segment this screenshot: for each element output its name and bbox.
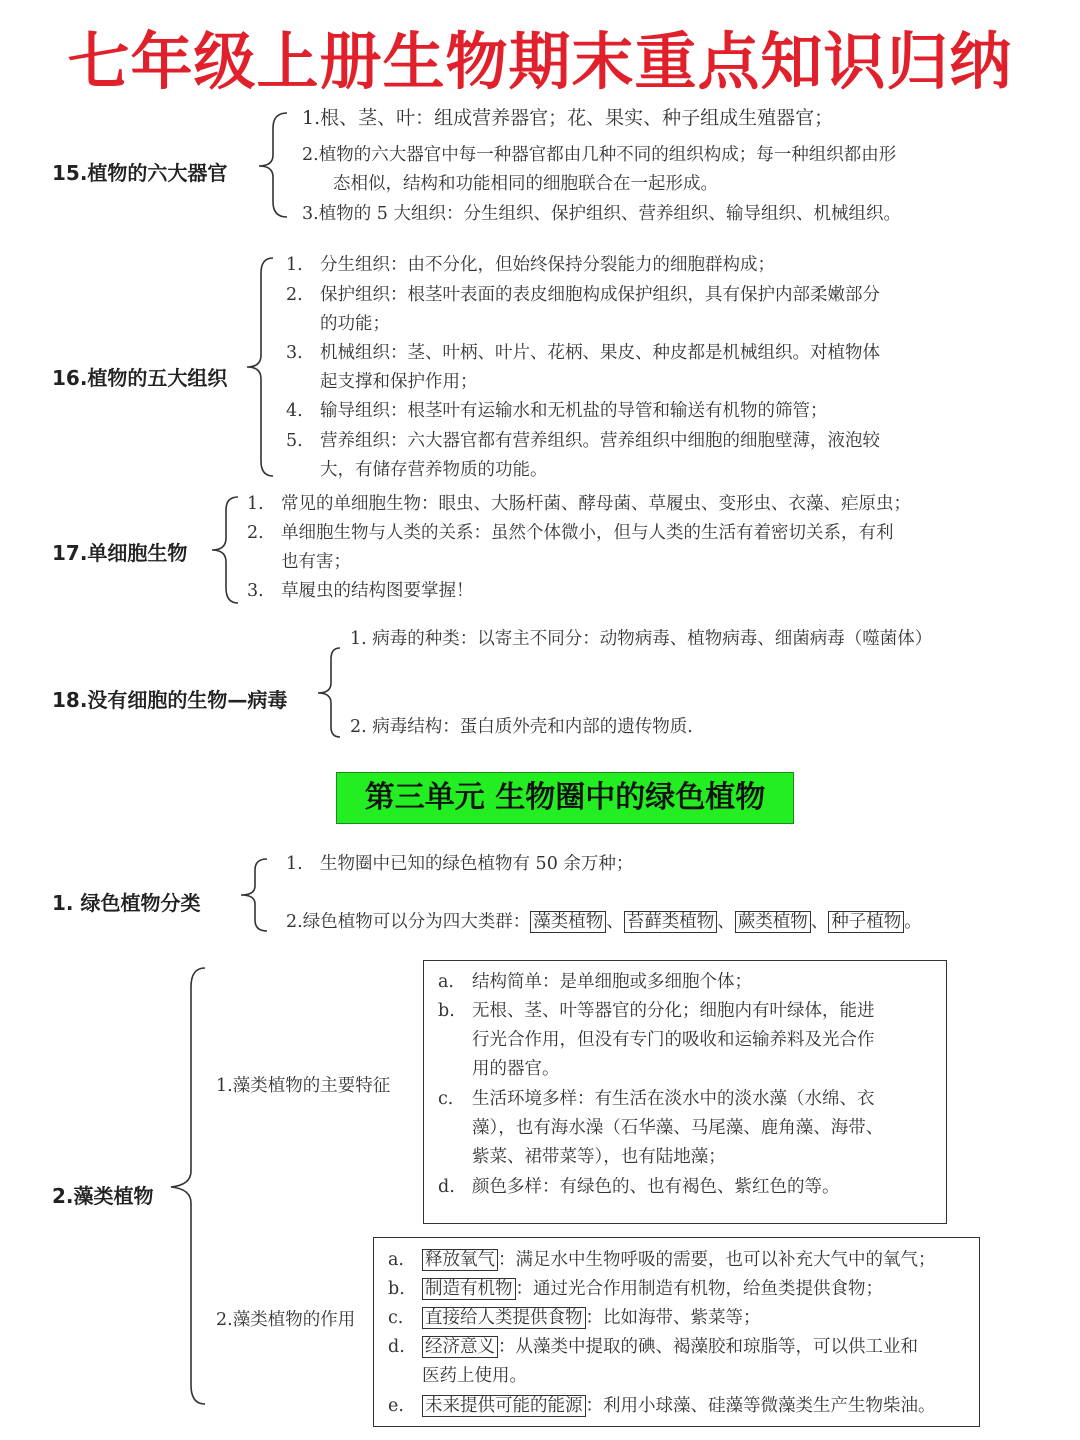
section-16-item-2: 2. 保护组织：根茎叶表面的表皮细胞构成保护组织，具有保护内部柔嫩部分: [286, 285, 880, 305]
category-moss: 苔藓类植物: [624, 911, 718, 933]
section-17-item-2: 2. 单细胞生物与人类的关系：虽然个体微小，但与人类的生活有着密切关系，有利: [247, 523, 894, 543]
page-title: 七年级上册生物期末重点知识归纳: [67, 25, 1013, 98]
unit-2-label: 2.藻类植物: [52, 1184, 154, 1208]
section-16-item-3: 3. 机械组织：茎、叶柄、叶片、花柄、果皮、种皮都是机械组织。对植物体: [286, 343, 880, 363]
feature-b-3: 用的器官。: [472, 1059, 560, 1079]
section-15-line-1: 1.根、茎、叶：组成营养器官；花、果实、种子组成生殖器官；: [302, 107, 834, 129]
role-a: a. 释放氧气 ：满足水中生物呼吸的需要，也可以补充大气中的氧气；: [388, 1250, 936, 1270]
section-17-label: 17.单细胞生物: [52, 541, 188, 565]
section-15-brace: [255, 110, 295, 220]
role-e: e. 未来提供可能的能源 ：利用小球藻、硅藻等微藻类生产生物柴油。: [388, 1396, 936, 1416]
algae-role-label: 2.藻类植物的作用: [216, 1310, 356, 1330]
section-16-item-5b: 大，有储存营养物质的功能。: [320, 460, 548, 480]
role-d: d. 经济意义 ：从藻类中提取的碘、褐藻胶和琼脂等，可以供工业和: [388, 1337, 918, 1357]
feature-b: b. 无根、茎、叶等器官的分化；细胞内有叶绿体，能进: [438, 1001, 875, 1021]
section-16-label: 16.植物的五大组织: [52, 366, 228, 390]
unit-1-item-1: 1. 生物圈中已知的绿色植物有 50 余万种；: [286, 854, 634, 874]
role-b: b. 制造有机物 ：通过光合作用制造有机物，给鱼类提供食物；: [388, 1279, 883, 1299]
feature-b-2: 行光合作用，但没有专门的吸收和运输养料及光合作: [472, 1030, 875, 1050]
category-fern: 蕨类植物: [735, 911, 811, 933]
section-17-brace: [208, 494, 244, 606]
feature-c-2: 藻），也有海水澡（石华藻、马尾藻、鹿角藻、海带、: [472, 1118, 884, 1138]
feature-a: a. 结构简单：是单细胞或多细胞个体；: [438, 972, 752, 992]
section-15-line-3: 3.植物的 5 大组织：分生组织、保护组织、营养组织、输导组织、机械组织。: [302, 204, 901, 224]
category-seed: 种子植物: [828, 911, 904, 933]
algae-feature-label: 1.藻类植物的主要特征: [216, 1076, 391, 1096]
section-18-line-1: 1. 病毒的种类：以寄主不同分：动物病毒、植物病毒、细菌病毒（噬菌体）: [350, 629, 933, 649]
unit-1-label: 1. 绿色植物分类: [52, 891, 201, 915]
role-d-2: 医药上使用。: [422, 1366, 527, 1386]
section-16-item-4: 4. 输导组织：根茎叶有运输水和无机盐的导管和输送有机物的筛管；: [286, 401, 828, 421]
section-15-line-2a: 2.植物的六大器官中每一种器官都由几种不同的组织构成；每一种组织都由形: [302, 145, 897, 165]
unit-banner: 第三单元 生物圈中的绿色植物: [336, 772, 794, 824]
section-18-line-2: 2. 病毒结构：蛋白质外壳和内部的遗传物质.: [350, 717, 693, 737]
unit-1-item-2: 2.绿色植物可以分为四大类群： 藻类植物 、 苔藓类植物 、 蕨类植物 、 种子植物 。: [286, 912, 922, 932]
category-algae: 藻类植物: [530, 911, 606, 933]
feature-c: c. 生活环境多样：有生活在淡水中的淡水藻（水绵、衣: [438, 1089, 875, 1109]
unit-1-brace: [237, 856, 273, 934]
feature-c-3: 紫菜、裙带菜等），也有陆地藻；: [472, 1147, 726, 1167]
section-16-item-1: 1. 分生组织：由不分化，但始终保持分裂能力的细胞群构成；: [286, 255, 775, 275]
section-16-item-2b: 的功能；: [320, 314, 390, 334]
section-15-label: 15.植物的六大器官: [52, 161, 228, 185]
section-18-label: 18.没有细胞的生物—病毒: [52, 688, 288, 712]
role-c: c. 直接给人类提供食物 ：比如海带、紫菜等；: [388, 1308, 761, 1328]
section-15-line-2b: 态相似，结构和功能相同的细胞联合在一起形成。: [333, 174, 718, 194]
unit-2-brace: [165, 965, 210, 1407]
section-17-item-1: 1. 常见的单细胞生物：眼虫、大肠杆菌、酵母菌、草履虫、变形虫、衣藻、疟原虫；: [247, 494, 911, 514]
section-16-item-3b: 起支撑和保护作用；: [320, 372, 478, 392]
section-16-item-5: 5. 营养组织：六大器官都有营养组织。营养组织中细胞的细胞壁薄，液泡较: [286, 431, 880, 451]
section-17-item-3: 3. 草履虫的结构图要掌握！: [247, 581, 474, 601]
section-18-brace: [314, 645, 344, 740]
feature-d: d. 颜色多样：有绿色的、也有褐色、紫红色的等。: [438, 1177, 840, 1197]
section-16-brace: [243, 255, 279, 479]
section-17-item-2b: 也有害；: [281, 552, 351, 572]
